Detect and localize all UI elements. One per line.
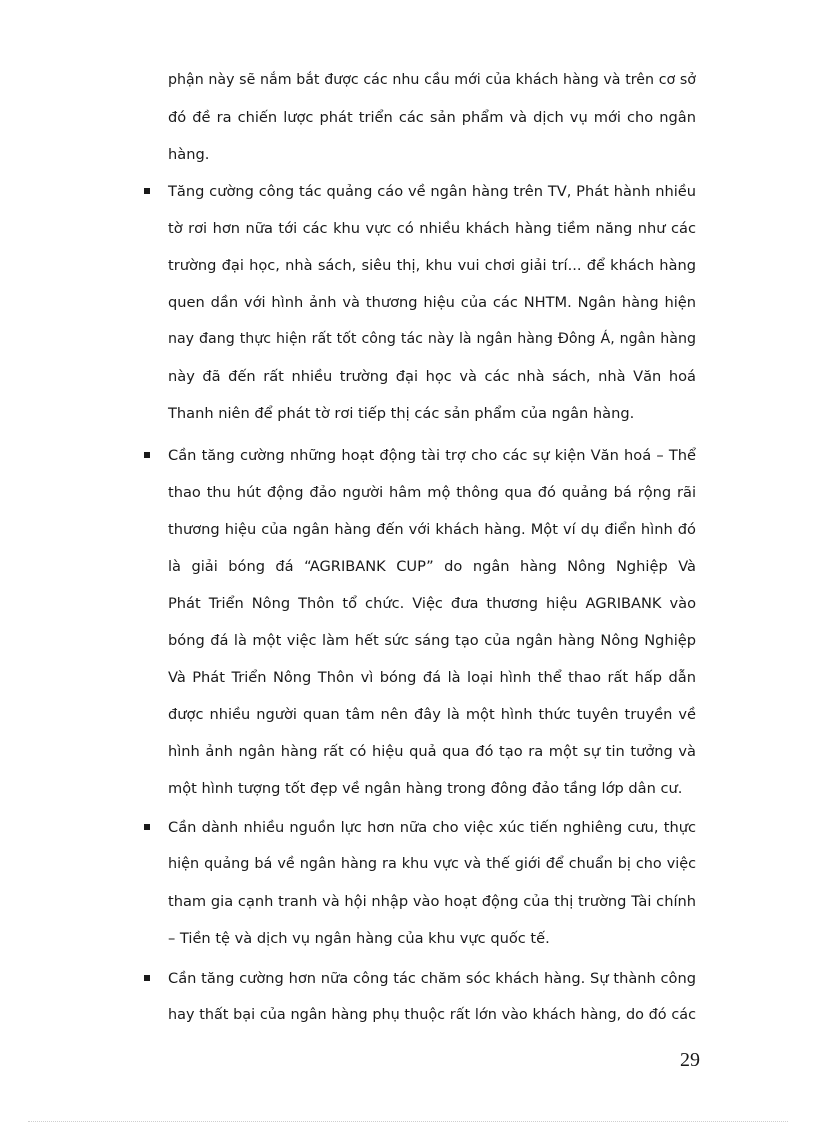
text-line: Cần dành nhiều nguồn lực hơn nữa cho việc xúc tiến nghiêng cưu, thực: [168, 819, 696, 836]
page-bottom-divider: [28, 1121, 788, 1122]
text-line: hàng.: [168, 146, 210, 163]
text-line: Và Phát Triển Nông Thôn vì bóng đá là loại hình thể thao rất hấp dẫn: [168, 669, 696, 686]
bullet-marker: [144, 824, 150, 830]
bullet-paragraph-customer-care: [168, 960, 696, 1034]
text-line: bóng đá là một việc làm hết sức sáng tạo của ngân hàng Nông Nghiệp: [168, 632, 696, 649]
bullet-marker: [144, 188, 150, 194]
bullet-paragraph-advertising: [168, 173, 696, 432]
text-line: hiện quảng bá về ngân hàng ra khu vực và thế giới để chuẩn bị cho việc: [168, 856, 696, 872]
bullet-paragraph-research: [168, 809, 696, 957]
text-line: Cần tăng cường hơn nữa công tác chăm sóc khách hàng. Sự thành công: [168, 970, 696, 987]
text-line: thao thu hút động đảo người hâm mộ thông qua đó quảng bá rộng rãi: [168, 484, 696, 501]
text-line: trường đại học, nhà sách, siêu thị, khu vui chơi giải trí... để khách hàng: [168, 257, 696, 274]
text-line: là giải bóng đá “AGRIBANK CUP” do ngân hàng Nông Nghiệp Và: [168, 558, 696, 575]
text-line: hình ảnh ngân hàng rất có hiệu quả qua đó tạo ra một sự tin tưởng và: [168, 743, 696, 760]
continuation-paragraph: [168, 62, 696, 173]
text-line: thương hiệu của ngân hàng đến với khách hàng. Một ví dụ điển hình đó: [168, 521, 696, 538]
bullet-paragraph-sponsorship: [168, 437, 696, 807]
page-number: 29: [680, 1049, 700, 1071]
text-line: Cần tăng cường những hoạt động tài trợ cho các sự kiện Văn hoá – Thể: [168, 447, 696, 464]
text-line: này đã đến rất nhiều trường đại học và các nhà sách, nhà Văn hoá: [168, 368, 696, 385]
text-line: phận này sẽ nắm bắt được các nhu cầu mới của khách hàng và trên cơ sở: [168, 72, 696, 88]
bullet-marker: [144, 452, 150, 458]
text-line: đó đề ra chiến lược phát triển các sản phẩm và dịch vụ mới cho ngân: [168, 109, 696, 126]
text-line: Thanh niên để phát tờ rơi tiếp thị các sản phẩm của ngân hàng.: [168, 405, 635, 422]
text-line: tờ rơi hơn nữa tới các khu vực có nhiều khách hàng tiềm năng như các: [168, 220, 696, 237]
text-line: hay thất bại của ngân hàng phụ thuộc rất lớn vào khách hàng, do đó các: [168, 1007, 696, 1023]
text-line: Tăng cường công tác quảng cáo về ngân hàng trên TV, Phát hành nhiều: [168, 183, 696, 200]
text-line: nay đang thực hiện rất tốt công tác này là ngân hàng Đông Á, ngân hàng: [168, 331, 696, 347]
text-line: tham gia cạnh tranh và hội nhập vào hoạt động của thị trường Tài chính: [168, 893, 696, 910]
text-line: Phát Triển Nông Thôn tổ chức. Việc đưa thương hiệu AGRIBANK vào: [168, 595, 696, 612]
text-line: quen dần với hình ảnh và thương hiệu của các NHTM. Ngân hàng hiện: [168, 294, 696, 311]
bullet-marker: [144, 975, 150, 981]
text-line: – Tiền tệ và dịch vụ ngân hàng của khu vực quốc tế.: [168, 930, 550, 947]
text-line: một hình tượng tốt đẹp về ngân hàng trong đông đảo tầng lớp dân cư.: [168, 780, 683, 797]
text-line: được nhiều người quan tâm nên đây là một hình thức tuyên truyền về: [168, 706, 696, 723]
